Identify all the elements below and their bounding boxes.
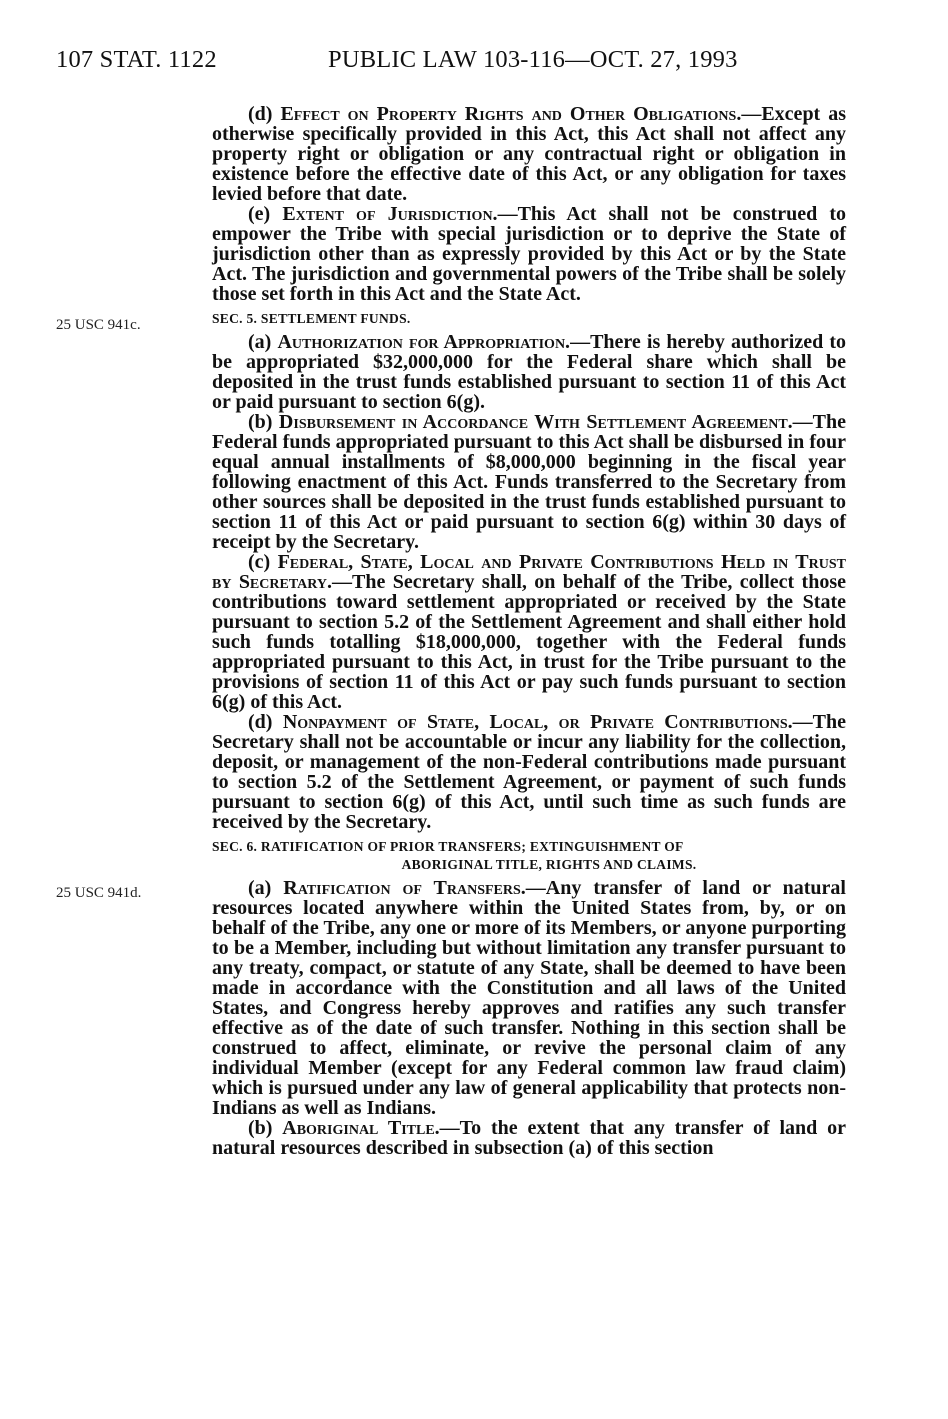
body-text	[212, 104, 846, 1158]
section-5-heading: SEC. 5. SETTLEMENT FUNDS.	[212, 311, 411, 326]
subsection-heading: Aboriginal Title.	[282, 1117, 440, 1139]
paragraph-5a: (a) Authorization for Appropriation.—There is hereby authorized to be appropriated $32,000,000 for the Federal share which shall be deposited in the trust funds established pursuant to section 11 of this Act or paid pursuant to section 6(g).	[212, 331, 846, 413]
paragraph-5d: (d) Nonpayment of State, Local, or Private Contributions.—The Secretary shall not be accountable or incur any liability for the collection, deposit, or management of the non-Federal contributions made pursuant to section 5.2 of the Settlement Agreement, or payment of such funds pursuant to section 6(g) of this Act, until such time as such funds are received by the Secretary.	[212, 711, 846, 833]
subsection-heading: Federal, State, Local and Private Contributions Held in Trust by Secretary.	[212, 551, 846, 593]
paragraph-4d: (d) Effect on Property Rights and Other Obligations.—Except as otherwise specifically provided in this Act, this Act shall not affect any property right or obligation or any contractual right or obligation in existence before the effective date of this Act, or any obligation for taxes levied before that date.	[212, 103, 846, 205]
paragraph-6a: (a) Ratification of Transfers.—Any transfer of land or natural resources located anywhere within the United States from, by, or on behalf of the Tribe, any one or more of its Members, or anyone purporting to be a Member, including but without limitation any transfer pursuant to any treaty, compact, or statute of any State, shall be deemed to have been made in accordance with the Constitution and all laws of the United States, and Congress hereby approves and ratifies any such transfer effective as of the date of such transfer. Nothing in this section shall be construed to affect, eliminate, or revive the personal claim of any individual Member (except for any Federal common law fraud claim) which is pursued under any law of general applicability that protects non-Indians as well as Indians.	[212, 877, 846, 1119]
subsection-heading: Effect on Property Rights and Other Obligations.	[280, 103, 742, 125]
paragraph-4e: (e) Extent of Jurisdiction.—This Act shall not be construed to empower the Tribe with special jurisdiction or to deprive the State of jurisdiction other than as expressly provided by this Act or by the State Act. The jurisdiction and governmental powers of the Tribe shall be solely those set forth in this Act and the State Act.	[212, 203, 846, 305]
margin-note-sec6: 25 USC 941d.	[56, 885, 142, 901]
margin-note-sec5: 25 USC 941c.	[56, 317, 141, 333]
subsection-heading: Extent of Jurisdiction.	[282, 203, 498, 225]
subsection-heading: Disbursement in Accordance With Settlement Agreement.	[278, 411, 793, 433]
paragraph-5b: (b) Disbursement in Accordance With Settlement Agreement.—The Federal funds appropriated pursuant to this Act shall be disbursed in four equal annual installments of $8,000,000 beginning in the fiscal year following enactment of this Act. Funds transferred to the Secretary from other sources shall be deposited in the trust funds established pursuant to section 11 of this Act or paid pursuant to section 6(g) within 30 days of receipt by the Secretary.	[212, 411, 846, 553]
stat-citation: 107 STAT. 1122	[56, 46, 217, 73]
subsection-heading: Nonpayment of State, Local, or Private Contributions.	[282, 711, 793, 733]
paragraph-6b: (b) Aboriginal Title.—To the extent that any transfer of land or natural resources described in subsection (a) of this section	[212, 1117, 846, 1159]
public-law-title: PUBLIC LAW 103-116—OCT. 27, 1993	[328, 46, 738, 73]
section-6-heading: SEC. 6. RATIFICATION OF PRIOR TRANSFERS; EXTINGUISHMENT OF ABORIGINAL TITLE, RIGHTS AND CLAIMS.	[212, 839, 697, 872]
paragraph-5c: (c) Federal, State, Local and Private Contributions Held in Trust by Secretary.—The Secretary shall, on behalf of the Tribe, collect those contributions toward settlement appropriated or received by the State pursuant to section 5.2 of the Settlement Agreement and shall either hold such funds totalling $18,000,000, together with the Federal funds appropriated pursuant to this Act, in trust for the Tribe pursuant to the provisions of section 11 of this Act or pay such funds pursuant to section 6(g) of this Act.	[212, 551, 846, 713]
subsection-heading: Ratification of Transfers.	[283, 877, 526, 899]
subsection-heading: Authorization for Appropriation.	[277, 331, 571, 353]
